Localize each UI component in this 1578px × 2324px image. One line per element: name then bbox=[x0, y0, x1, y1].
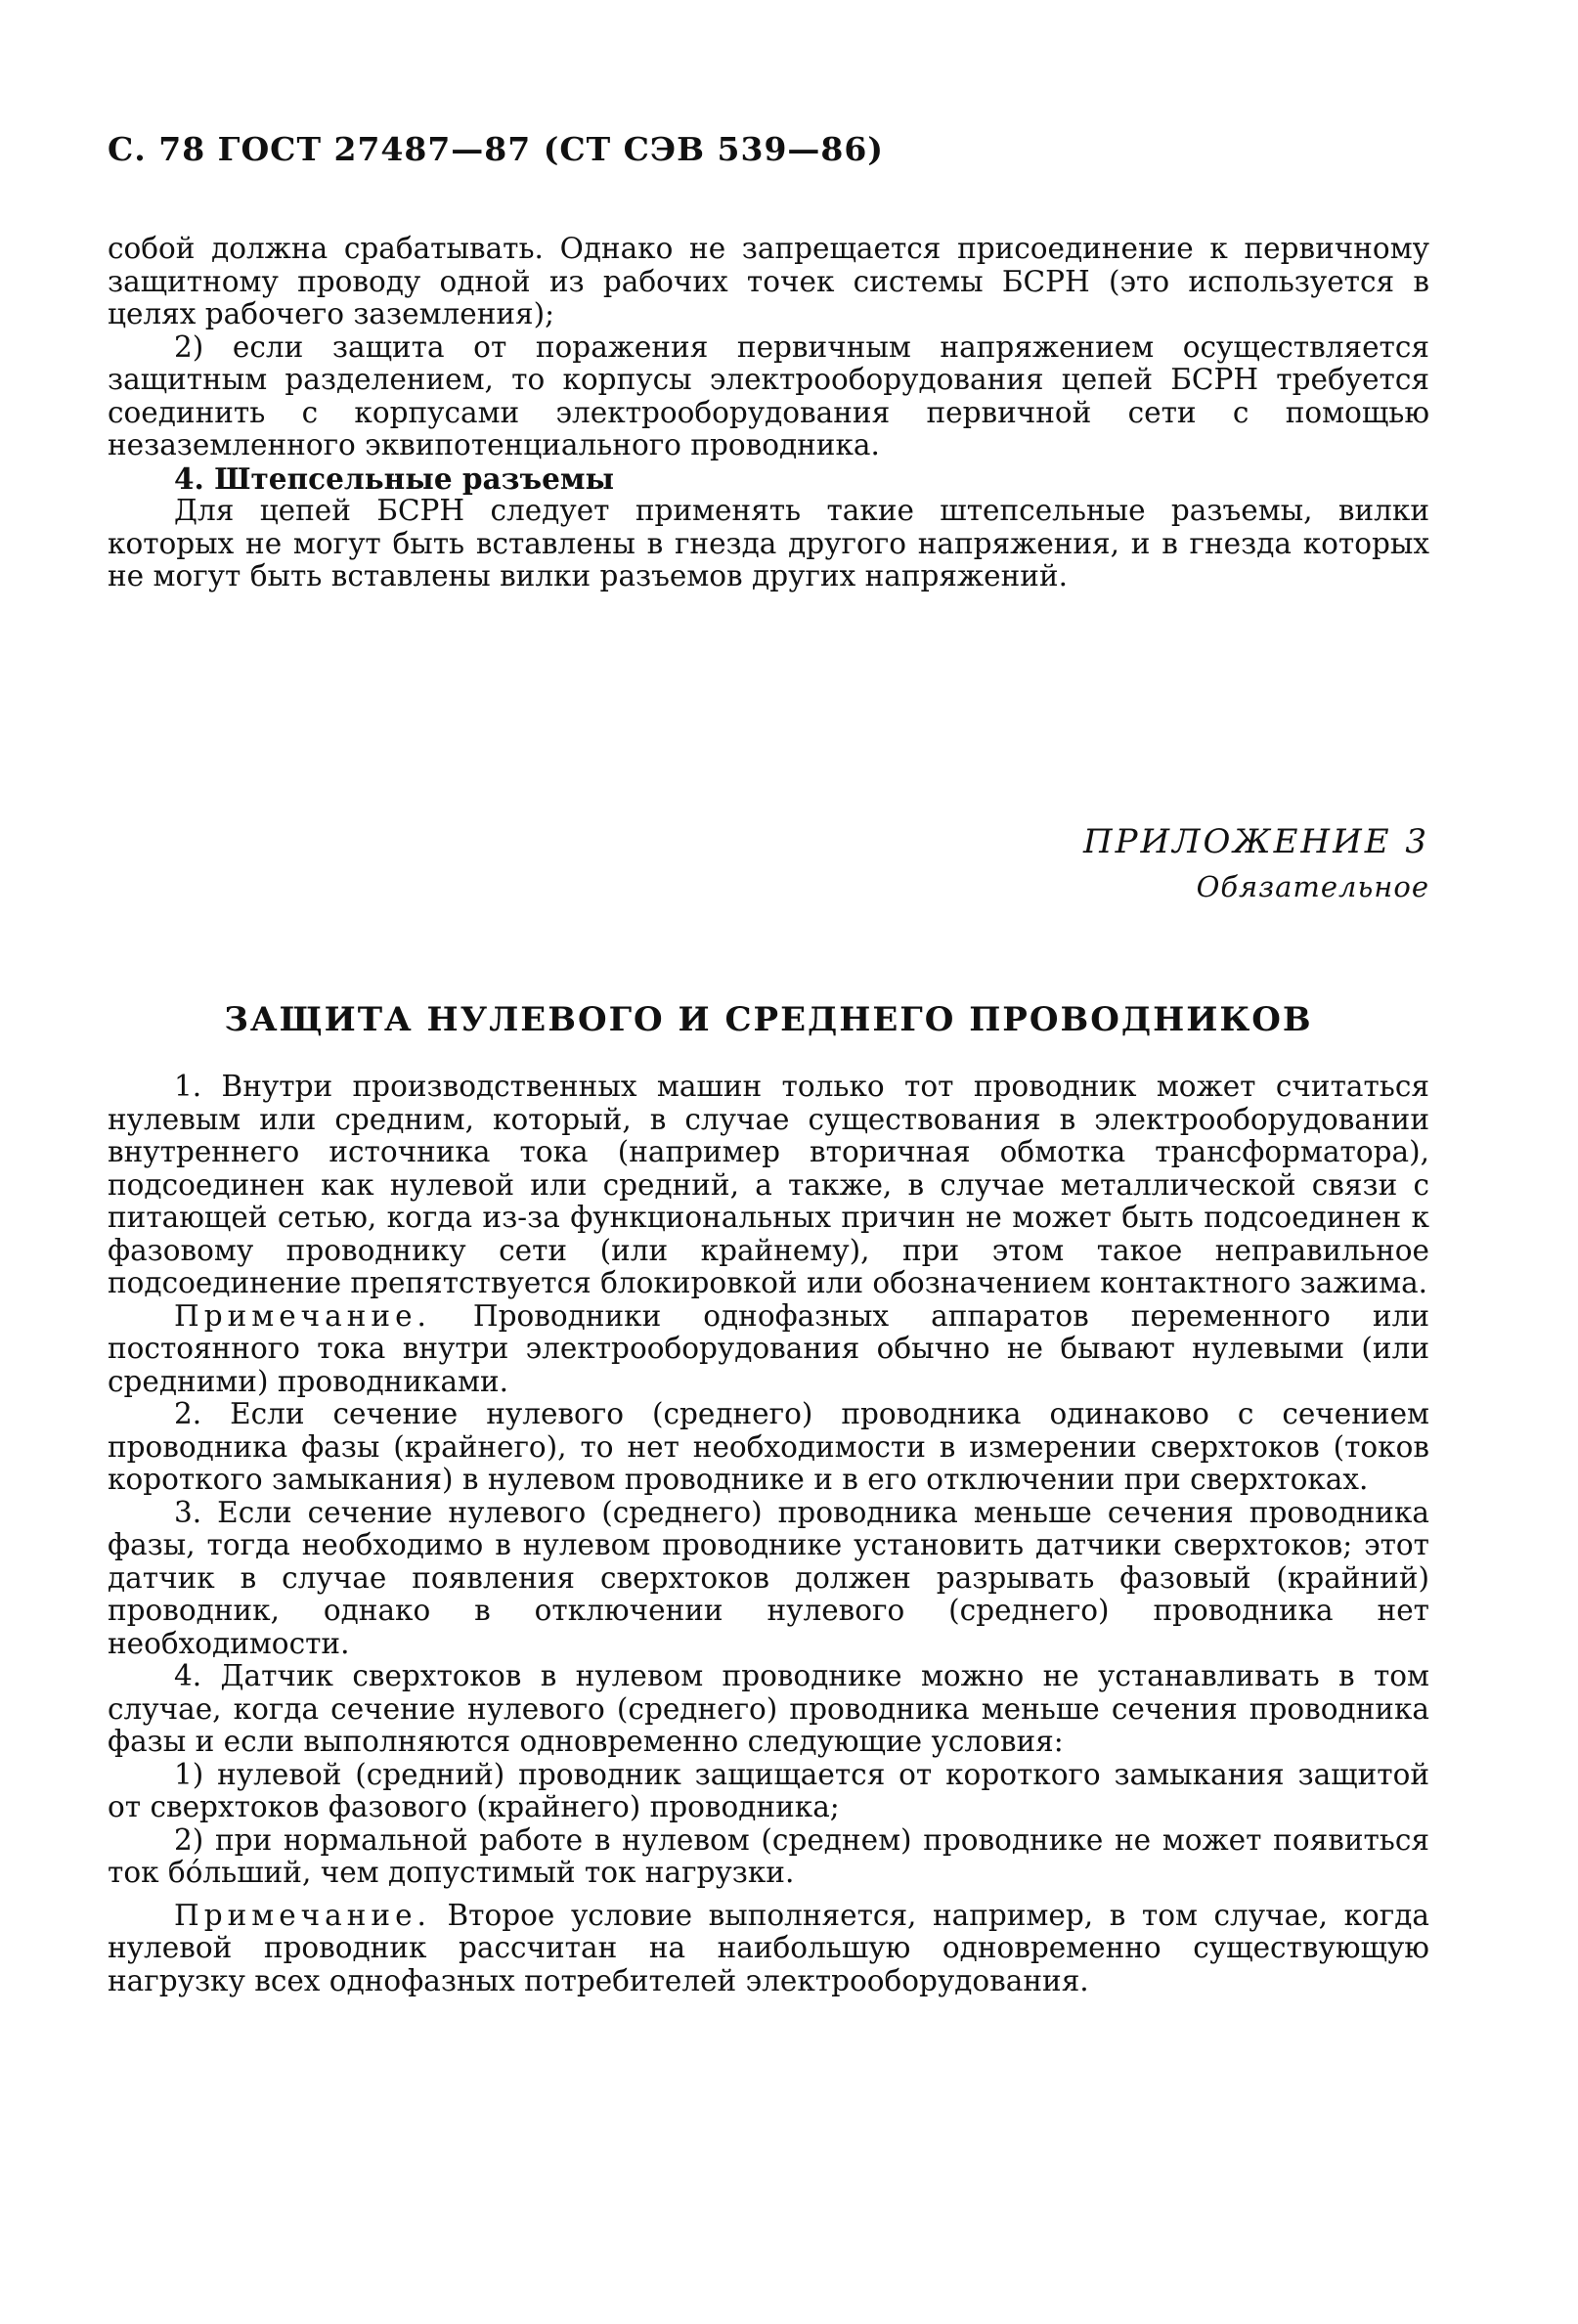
paragraph-3: 3. Если сечение нулевого (среднего) проводника меньше сечения проводника фазы, тогда необходимо в нулевом проводнике установить датчики сверхтоков; этот датчик в случае появления сверхтоков должен разрывать фазовый (крайний) проводник, однако в отключении нулевого (среднего) проводника нет необходимости. bbox=[108, 1495, 1429, 1660]
note-1 bbox=[108, 1300, 1429, 1399]
note-1-text: Проводники однофазных аппаратов переменного или постоянного тока внутри электрооборудования обычно не бывают нулевыми (или средними) проводниками. bbox=[108, 1298, 1429, 1398]
note-2-label: Примечание. bbox=[174, 1898, 431, 1932]
appendix-subtitle: Обязательное bbox=[1196, 870, 1429, 903]
note-2-text: Второе условие выполняется, например, в том случае, когда нулевой проводник рассчитан на наибольшую одновременно существующую нагрузку всех однофазных потребителей электрооборудования. bbox=[108, 1898, 1429, 1997]
continued-text-block bbox=[108, 233, 1429, 593]
paragraph-2: 2. Если сечение нулевого (среднего) проводника одинаково с сечением проводника фазы (крайнего), то нет необходимости в измерении сверхтоков (токов короткого замыкания) в нулевом проводнике и в его отключении при сверхтоках. bbox=[108, 1397, 1429, 1496]
appendix-label bbox=[1083, 819, 1429, 909]
paragraph-1: 1. Внутри производственных машин только тот проводник может считаться нулевым или средним, который, в случае существования в электрооборудовании внутреннего источника тока (например вторичная обмотка трансформатора), подсоединен как нулевой или средний, а также, в случае металлической связи с питающей сетью, когда из-за функциональных причин не может быть подсоединен к фазовому проводнику сети (или крайнему), при этом такое неправильное подсоединение препятствуется блокировкой или обозначением контактного зажима. bbox=[108, 1070, 1429, 1299]
subheading-plug-connectors: 4. Штепсельные разъемы bbox=[174, 460, 615, 496]
note-2 bbox=[108, 1900, 1429, 1998]
paragraph-item-2: 2) если защита от поражения первичным напряжением осуществляется защитным разделением, то корпусы электрооборудования цепей БСРН требуется соединить с корпусами электрооборудования первичной сети с помощью незаземленного эквипотенциального проводника. bbox=[108, 329, 1429, 461]
appendix-title: ПРИЛОЖЕНИЕ 3 bbox=[1082, 822, 1429, 861]
paragraph-4-condition-1: 1) нулевой (средний) проводник защищается от короткого замыкания защитой от сверхтоков фазового (крайнего) проводника; bbox=[108, 1757, 1429, 1823]
section-title: ЗАЩИТА НУЛЕВОГО И СРЕДНЕГО ПРОВОДНИКОВ bbox=[224, 1000, 1313, 1039]
paragraph-plug-connectors: Для цепей БСРН следует применять такие штепсельные разъемы, вилки которых не могут быть вставлены в гнезда другого напряжения, и в гнезда которых не могут быть вставлены вилки разъемов других напряжений. bbox=[108, 494, 1429, 592]
page-header: С. 78 ГОСТ 27487—87 (СТ СЭВ 539—86) bbox=[108, 130, 884, 168]
paragraph-4: 4. Датчик сверхтоков в нулевом проводнике можно не устанавливать в том случае, когда сечение нулевого (среднего) проводника меньше сечения проводника фазы и если выполняются одновременно следующие условия: bbox=[108, 1659, 1429, 1758]
note-1-label: Примечание. bbox=[174, 1298, 431, 1333]
paragraph-4-condition-2: 2) при нормальной работе в нулевом (среднем) проводнике не может появиться ток бо́льший, чем допустимый ток нагрузки. bbox=[108, 1822, 1429, 1889]
section-body bbox=[108, 1071, 1429, 1997]
paragraph-continued: собой должна срабатывать. Однако не запрещается присоединение к первичному защитному проводу одной из рабочих точек системы БСРН (это используется в целях рабочего заземления); bbox=[108, 232, 1429, 330]
